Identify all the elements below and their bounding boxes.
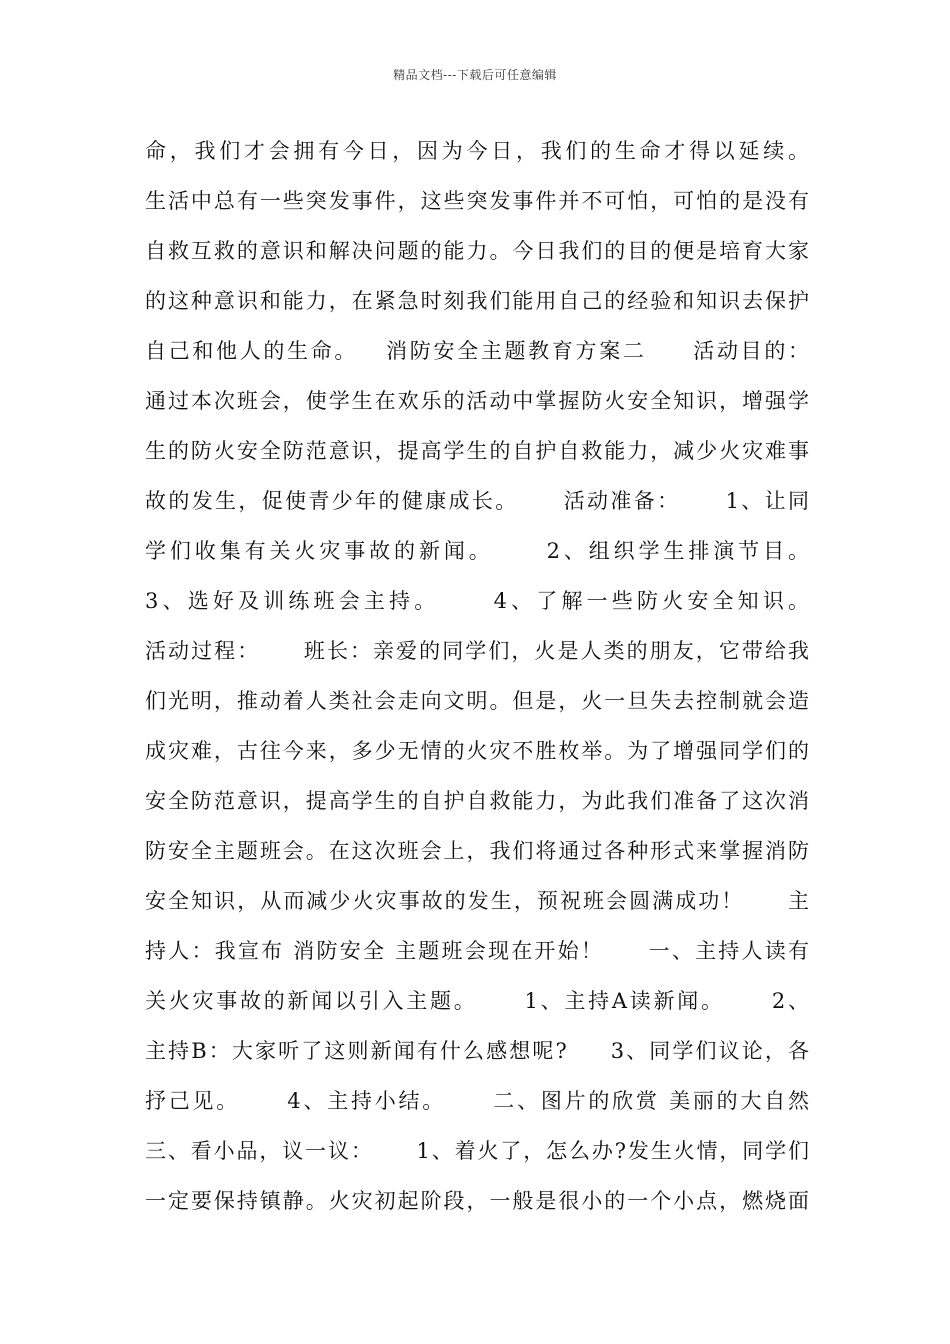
text-line: 三、看小品，议一议： 1、着火了，怎么办?发生火情，同学们 — [145, 1139, 809, 1163]
text-line: 们光明，推动着人类社会走向文明。但是，火一旦失去控制就会造 — [145, 689, 809, 713]
text-line: 防安全主题班会。在这次班会上，我们将通过各种形式来掌握消防 — [145, 839, 809, 863]
text-line: 持人：我宣布 消防安全 主题班会现在开始！ 一、主持人读有 — [145, 939, 809, 963]
text-line: 自救互救的意识和解决问题的能力。今日我们的目的便是培育大家 — [145, 239, 809, 263]
text-line: 关火灾事故的新闻以引入主题。 1、主持A读新闻。 2、 — [145, 989, 809, 1013]
page-header: 精品文档---下载后可任意编辑 — [393, 68, 557, 82]
text-line: 学们收集有关火灾事故的新闻。 2、组织学生排演节目。 — [145, 539, 809, 563]
text-line: 自己和他人的生命。 消防安全主题教育方案二 活动目的： — [145, 339, 809, 363]
text-line: 生活中总有一些突发事件，这些突发事件并不可怕，可怕的是没有 — [145, 189, 809, 213]
text-line: 3、选好及训练班会主持。 4、了解一些防火安全知识。 — [145, 589, 809, 613]
text-line: 命，我们才会拥有今日，因为今日，我们的生命才得以延续。 — [145, 139, 809, 163]
text-line: 故的发生，促使青少年的健康成长。 活动准备： 1、让同 — [145, 489, 809, 513]
text-line: 生的防火安全防范意识，提高学生的自护自救能力，减少火灾难事 — [145, 439, 809, 463]
text-line: 抒己见。 4、主持小结。 二、图片的欣赏 美丽的大自然 — [145, 1089, 809, 1113]
text-line: 成灾难，古往今来，多少无情的火灾不胜枚举。为了增强同学们的 — [145, 739, 809, 763]
text-line: 的这种意识和能力，在紧急时刻我们能用自己的经验和知识去保护 — [145, 289, 809, 313]
text-line: 安全防范意识，提高学生的自护自救能力，为此我们准备了这次消 — [145, 789, 809, 813]
body-text — [145, 126, 809, 1226]
text-line: 通过本次班会，使学生在欢乐的活动中掌握防火安全知识，增强学 — [145, 389, 809, 413]
text-line: 一定要保持镇静。火灾初起阶段，一般是很小的一个小点，燃烧面 — [145, 1189, 809, 1213]
text-line: 活动过程： 班长：亲爱的同学们，火是人类的朋友，它带给我 — [145, 639, 809, 663]
text-line: 安全知识，从而减少火灾事故的发生，预祝班会圆满成功！ 主 — [145, 889, 809, 913]
text-line: 主持B：大家听了这则新闻有什么感想呢? 3、同学们议论，各 — [145, 1039, 809, 1063]
